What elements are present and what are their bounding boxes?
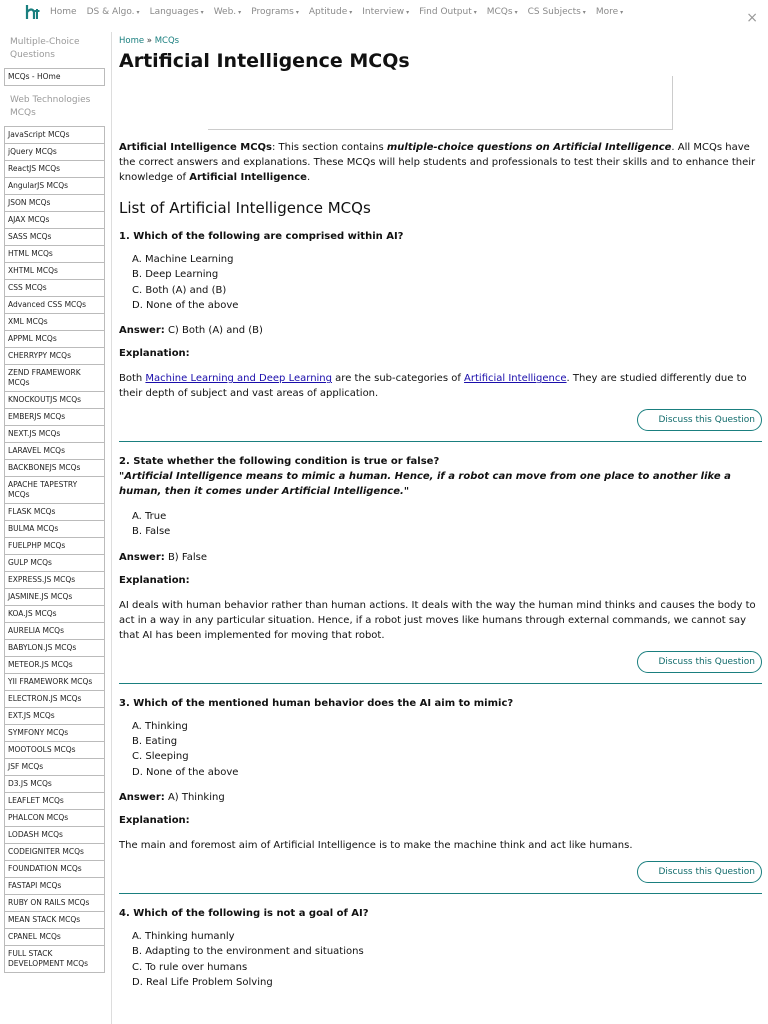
sidebar-item-mcqs-home[interactable]: MCQs - HOme	[4, 68, 105, 86]
site-logo-icon[interactable]	[24, 3, 42, 21]
question-block	[119, 231, 762, 442]
sidebar-item-css-mcqs[interactable]: CSS MCQs	[4, 280, 105, 297]
nav-more[interactable]: More ▾	[595, 7, 624, 17]
option: C. Both (A) and (B)	[132, 284, 227, 296]
option: B. False	[132, 526, 171, 538]
sidebar-item-emberjs-mcqs[interactable]: EMBERJS MCQs	[4, 409, 105, 426]
sidebar-item-angularjs-mcqs[interactable]: AngularJS MCQs	[4, 178, 105, 195]
sidebar-item-phalcon-mcqs[interactable]: PHALCON MCQs	[4, 810, 105, 827]
sidebar-item-yii-framework-mcqs[interactable]: YII FRAMEWORK MCQs	[4, 674, 105, 691]
breadcrumb	[119, 36, 762, 46]
nav-programs[interactable]: Programs ▾	[251, 7, 299, 17]
divider	[119, 683, 762, 684]
caret-down-icon: ▾	[406, 9, 410, 16]
option: A. Thinking humanly	[132, 930, 235, 942]
sidebar-item-express-js-mcqs[interactable]: EXPRESS.JS MCQs	[4, 572, 105, 589]
sidebar-item-json-mcqs[interactable]: JSON MCQs	[4, 195, 105, 212]
breadcrumb-current[interactable]: MCQs	[154, 36, 180, 46]
options-list	[132, 509, 762, 540]
sidebar-item-javascript-mcqs[interactable]: JavaScript MCQs	[4, 126, 105, 144]
sidebar-item-fastapi-mcqs[interactable]: FASTAPI MCQs	[4, 878, 105, 895]
caret-down-icon: ▾	[473, 9, 477, 16]
nav-cs-subjects[interactable]: CS Subjects ▾	[527, 7, 586, 17]
option: D. None of the above	[132, 766, 239, 778]
sidebar-item-aurelia-mcqs[interactable]: AURELIA MCQs	[4, 623, 105, 640]
sidebar-item-fuelphp-mcqs[interactable]: FUELPHP MCQs	[4, 538, 105, 555]
options-list	[132, 252, 762, 313]
sidebar-item-flask-mcqs[interactable]: FLASK MCQs	[4, 504, 105, 521]
option: A. Thinking	[132, 720, 188, 732]
sidebar-item-electron-js-mcqs[interactable]: ELECTRON.JS MCQs	[4, 691, 105, 708]
ad-placeholder	[208, 76, 673, 130]
answer-line: Answer: B) False	[119, 551, 207, 563]
sidebar-item-ruby-on-rails-mcqs[interactable]: RUBY ON RAILS MCQs	[4, 895, 105, 912]
sidebar-item-jasmine-js-mcqs[interactable]: JASMINE.JS MCQs	[4, 589, 105, 606]
sidebar-heading-mcq: Multiple-Choice Questions	[10, 37, 80, 60]
sidebar-item-gulp-mcqs[interactable]: GULP MCQs	[4, 555, 105, 572]
sidebar-item-foundation-mcqs[interactable]: FOUNDATION MCQs	[4, 861, 105, 878]
sidebar-item-apache-tapestry-mcqs[interactable]: APACHE TAPESTRY MCQs	[4, 477, 105, 504]
explanation-text: AI deals with human behavior rather than human actions. It deals with the way the human mind thinks and causes the body to act in a way in any particular situation. Hence, if a robot just moves like humans through external commands, we cannot say that AI has been implemented for moving that robot.	[119, 599, 756, 641]
options-list	[132, 929, 762, 990]
sidebar-item-knockoutjs-mcqs[interactable]: KNOCKOUTJS MCQs	[4, 392, 105, 409]
sidebar-item-mootools-mcqs[interactable]: MOOTOOLS MCQs	[4, 742, 105, 759]
nav-mcqs[interactable]: MCQs ▾	[486, 7, 518, 17]
sidebar-item-jquery-mcqs[interactable]: jQuery MCQs	[4, 144, 105, 161]
sidebar-item-zend-framework-mcqs[interactable]: ZEND FRAMEWORK MCQs	[4, 365, 105, 392]
caret-down-icon: ▾	[514, 9, 518, 16]
discuss-button[interactable]: Discuss this Question	[637, 861, 762, 883]
caret-down-icon: ▾	[582, 9, 586, 16]
question-block	[119, 908, 762, 990]
question-block	[119, 456, 762, 684]
nav-aptitude[interactable]: Aptitude ▾	[308, 7, 353, 17]
option: C. Sleeping	[132, 751, 189, 763]
breadcrumb-home[interactable]: Home	[119, 36, 145, 46]
explanation-text: The main and foremost aim of Artificial Intelligence is to make the machine think and act like humans.	[119, 839, 633, 851]
sidebar-item-ajax-mcqs[interactable]: AJAX MCQs	[4, 212, 105, 229]
sidebar-item-reactjs-mcqs[interactable]: ReactJS MCQs	[4, 161, 105, 178]
options-list	[132, 719, 762, 780]
sidebar	[0, 32, 112, 1024]
question-text: 1. Which of the following are comprised within AI?	[119, 231, 404, 242]
nav-home[interactable]: Home	[50, 7, 77, 17]
question-block	[119, 698, 762, 894]
sidebar-item-meteor-js-mcqs[interactable]: METEOR.JS MCQs	[4, 657, 105, 674]
caret-down-icon: ▾	[620, 9, 624, 16]
explanation-heading: Explanation:	[119, 814, 190, 826]
sidebar-heading-web: Web Technologies MCQs	[10, 95, 91, 118]
discuss-button[interactable]: Discuss this Question	[637, 651, 762, 673]
list-title: List of Artificial Intelligence MCQs	[119, 199, 371, 217]
option: B. Adapting to the environment and situations	[132, 946, 364, 958]
intro-text: Artificial Intelligence MCQs: This section contains multiple-choice questions on Artificial Intelligence. All MCQs have the correct answers and explanations. These MCQs will help students and professionals to test their skills and to enhance their knowledge of Artificial Intelligence.	[119, 142, 756, 183]
sidebar-item-koa-js-mcqs[interactable]: KOA.JS MCQs	[4, 606, 105, 623]
nav-web[interactable]: Web. ▾	[213, 7, 242, 17]
answer-line: Answer: A) Thinking	[119, 791, 225, 803]
sidebar-item-symfony-mcqs[interactable]: SYMFONY MCQs	[4, 725, 105, 742]
sidebar-item-cherrypy-mcqs[interactable]: CHERRYPY MCQs	[4, 348, 105, 365]
sidebar-item-backbonejs-mcqs[interactable]: BACKBONEJS MCQs	[4, 460, 105, 477]
nav-ds-algo[interactable]: DS & Algo. ▾	[86, 7, 140, 17]
option: A. Machine Learning	[132, 254, 234, 265]
sidebar-item-html-mcqs[interactable]: HTML MCQs	[4, 246, 105, 263]
caret-down-icon: ▾	[295, 9, 299, 16]
caret-down-icon: ▾	[200, 9, 204, 16]
option: B. Deep Learning	[132, 269, 219, 281]
nav-interview[interactable]: Interview ▾	[362, 7, 410, 17]
sidebar-item-jsf-mcqs[interactable]: JSF MCQs	[4, 759, 105, 776]
sidebar-item-advanced-css-mcqs[interactable]: Advanced CSS MCQs	[4, 297, 105, 314]
explanation-heading: Explanation:	[119, 574, 190, 586]
sidebar-item-mean-stack-mcqs[interactable]: MEAN STACK MCQs	[4, 912, 105, 929]
sidebar-item-appml-mcqs[interactable]: APPML MCQs	[4, 331, 105, 348]
sidebar-item-cpanel-mcqs[interactable]: CPANEL MCQs	[4, 929, 105, 946]
option: B. Eating	[132, 736, 178, 748]
main-content	[119, 32, 762, 990]
divider	[119, 893, 762, 894]
question-text: 4. Which of the following is not a goal of AI?	[119, 907, 369, 919]
sidebar-item-laravel-mcqs[interactable]: LARAVEL MCQs	[4, 443, 105, 460]
link-ml-dl[interactable]: Machine Learning and Deep Learning	[145, 373, 332, 385]
question-text: 3. Which of the mentioned human behavior does the AI aim to mimic?	[119, 697, 514, 709]
close-icon[interactable]: ×	[746, 10, 758, 26]
answer-line: Answer: C) Both (A) and (B)	[119, 325, 263, 337]
sidebar-item-xml-mcqs[interactable]: XML MCQs	[4, 314, 105, 331]
sidebar-list	[0, 126, 111, 973]
explanation-text: Both Machine Learning and Deep Learning are the sub-categories of Artificial Intelligence. They are studied differently due to their depth of subject and vast areas of application.	[119, 373, 747, 400]
option: A. True	[132, 511, 167, 523]
explanation-heading: Explanation:	[119, 348, 190, 360]
caret-down-icon: ▾	[349, 9, 353, 16]
page-title: Artificial Intelligence MCQs	[119, 50, 410, 72]
sidebar-item-babylon-js-mcqs[interactable]: BABYLON.JS MCQs	[4, 640, 105, 657]
sidebar-item-codeigniter-mcqs[interactable]: CODEIGNITER MCQs	[4, 844, 105, 861]
sidebar-item-full-stack-development-mcqs[interactable]: FULL STACK DEVELOPMENT MCQs	[4, 946, 105, 973]
caret-down-icon: ▾	[238, 9, 242, 16]
sidebar-item-leaflet-mcqs[interactable]: LEAFLET MCQs	[4, 793, 105, 810]
nav-languages[interactable]: Languages ▾	[149, 7, 204, 17]
option: D. None of the above	[132, 299, 239, 311]
nav-find-output[interactable]: Find Output ▾	[419, 7, 477, 17]
sidebar-item-bulma-mcqs[interactable]: BULMA MCQs	[4, 521, 105, 538]
question-statement: "Artificial Intelligence means to mimic a human. Hence, if a robot can move from one place to another like a human, then it comes under Artificial Intelligence."	[119, 471, 731, 498]
sidebar-item-sass-mcqs[interactable]: SASS MCQs	[4, 229, 105, 246]
link-ai[interactable]: Artificial Intelligence	[464, 373, 567, 385]
top-nav	[0, 0, 768, 24]
question-text: 2. State whether the following condition is true or false?	[119, 456, 440, 468]
discuss-button[interactable]: Discuss this Question	[637, 409, 762, 431]
divider	[119, 441, 762, 442]
sidebar-item-d3-js-mcqs[interactable]: D3.JS MCQs	[4, 776, 105, 793]
sidebar-item-xhtml-mcqs[interactable]: XHTML MCQs	[4, 263, 105, 280]
option: D. Real Life Problem Solving	[132, 976, 273, 988]
caret-down-icon: ▾	[136, 9, 140, 16]
sidebar-item-next-js-mcqs[interactable]: NEXT.JS MCQs	[4, 426, 105, 443]
breadcrumb-separator: »	[144, 36, 155, 46]
sidebar-item-ext-js-mcqs[interactable]: EXT.JS MCQs	[4, 708, 105, 725]
option: C. To rule over humans	[132, 961, 248, 973]
sidebar-item-lodash-mcqs[interactable]: LODASH MCQs	[4, 827, 105, 844]
